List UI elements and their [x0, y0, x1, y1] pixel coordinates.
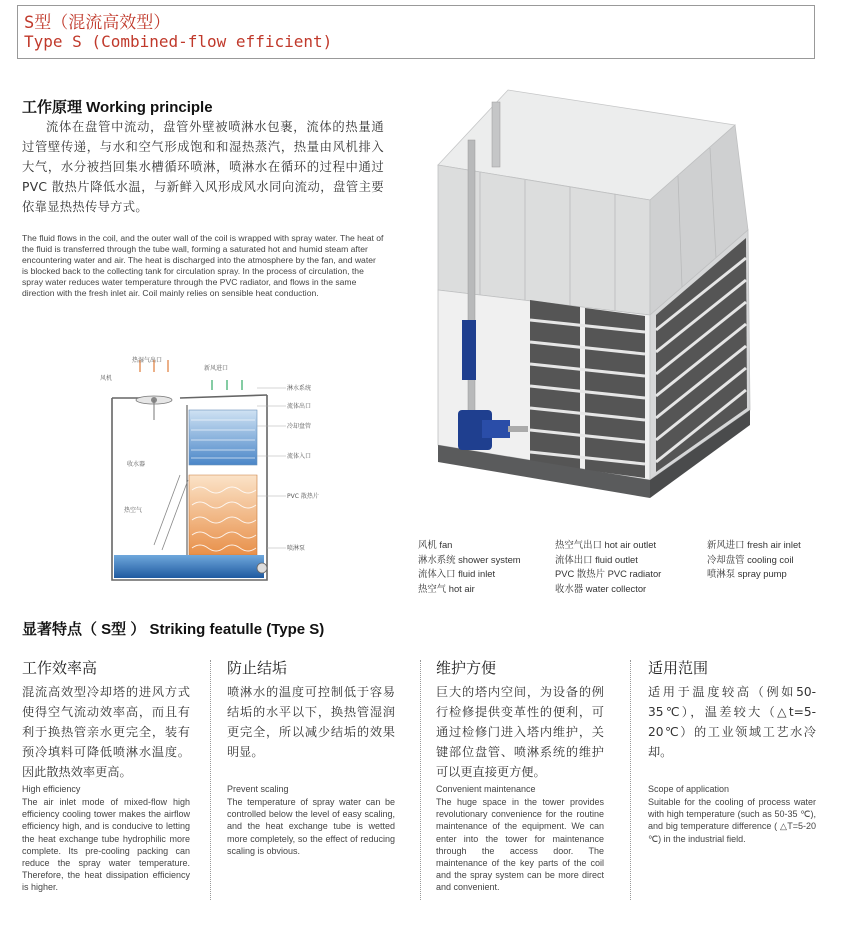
legend-item: 冷却盘管 cooling coil	[707, 553, 794, 565]
feature-text-en: The huge space in the tower provides revolutionary convenience for the routine maintenance of the equipment. We can enter into the tower for maintenance through the access door. The maintenance of the key parts of the coil and the spray system can be more direct and convenient.	[436, 797, 604, 893]
feature-text-en: Suitable for the cooling of process water with high temperature (such as 50-35 ℃), and big temperature difference ( △T=5-20 ℃) in the industrial field.	[648, 797, 816, 844]
diagram-label-fresh-air-inlet: 新风进口	[204, 365, 229, 372]
feature-text-cn: 喷淋水的温度可控制低于容易结垢的水平以下，换热管湿润更完全，所以减少结垢的效果明显。	[227, 685, 395, 759]
diagram-label-fan: 风机	[100, 375, 113, 382]
cooling-tower-schematic	[92, 350, 342, 590]
fan-icon	[136, 396, 172, 420]
feature-text-en: The air inlet mode of mixed-flow high efficiency cooling tower makes the airflow efficiency high, and is conducive to letting the heat exchange tube hydrophilic more complete. Its pre-cooling packing can reduce the spray water temperature. Therefore, the heat dissipation efficiency is higher.	[22, 797, 190, 893]
feature-text-cn: 巨大的塔内空间，为设备的例行检修提供变革性的便利，可通过检修门进入塔内维护，关键部位盘管、喷淋系统的维护可以更直接更方便。	[436, 685, 604, 779]
legend-item: PVC 散热片 PVC radiator	[555, 568, 662, 579]
feature-text-cn: 适用于温度较高（例如50-35℃），温差较大（△t=5-20℃）的工业领域工艺水冷却。	[648, 685, 816, 759]
diagram-label-water-collector: 收水器	[127, 461, 146, 468]
diagram-label-cooling-coil: 冷却盘管	[287, 423, 312, 430]
feature-title-scaling: 防止结垢	[227, 659, 288, 677]
column-divider	[630, 660, 631, 900]
legend-item: 喷淋泵 spray pump	[707, 568, 787, 579]
feature-title-en: Convenient maintenance	[436, 784, 536, 794]
legend-item: 流体出口 fluid outlet	[555, 553, 638, 565]
diagram-label-hot-air-outlet: 热湿气出口	[132, 357, 163, 364]
feature-text-en: The temperature of spray water can be controlled below the level of easy scaling, and the heat exchange tube is wetted more completely, so the effect of reducing scaling is obvious.	[227, 797, 395, 856]
spray-pump-icon	[257, 563, 267, 573]
legend-item: 热空气 hot air	[418, 582, 475, 594]
feature-title-en: Scope of application	[648, 784, 730, 794]
page-title-en: Type S (Combined-flow efficient)	[24, 32, 333, 51]
legend-item: 热空气出口 hot air outlet	[555, 539, 657, 550]
column-divider	[210, 660, 211, 900]
feature-title-en: Prevent scaling	[227, 784, 289, 794]
legend-item: 淋水系统 shower system	[418, 553, 521, 565]
page-title-cn: S型（混流高效型）	[24, 13, 171, 33]
diagram-label-fluid-inlet: 流体入口	[287, 453, 312, 460]
legend-item: 收水器 water collector	[555, 582, 647, 594]
diagram-label-pvc-radiator: PVC 散热片	[287, 493, 319, 500]
feature-text-cn: 混流高效型冷却塔的进风方式使得空气流动效率高，而且有利于换热管亲水更完全，装有预冷填料可降低喷淋水温度。因此散热效率更高。	[22, 685, 190, 779]
feature-title-efficiency: 工作效率高	[22, 659, 98, 677]
working-principle-heading: 工作原理 Working principle	[22, 99, 213, 116]
cooling-tower-product-image	[420, 80, 770, 510]
working-principle-text-en: The fluid flows in the coil, and the outer wall of the coil is wrapped with spray water. The heat of the fluid is transferred through the tube wall, forming a saturated hot and humid steam after encountering water and air. The heat is discharged into the atmosphere by the fan, and water is blocked back to the collecting tank for circulation spray. In the process of circulation, the spray water reduces water temperature through the PVC radiator, and flows in the same direction with the fresh inlet air. Coil mainly relies on sensible heat conduction.	[22, 233, 384, 299]
column-divider	[420, 660, 421, 900]
diagram-label-spray-pump: 喷淋泵	[287, 545, 306, 552]
feature-title-en: High efficiency	[22, 784, 81, 794]
feature-title-scope: 适用范围	[648, 659, 709, 677]
working-principle-text-cn: 流体在盘管中流动，盘管外壁被喷淋水包裹，流体的热量通过管壁传递，与水和空气形成饱和和湿热蒸汽，热量由风机排入大气，水分被挡回集水槽循环喷淋，喷淋水在循环的过程中通过PVC 散热片降低水温，与新鲜入风形成风水同向流动，盘管主要依靠显热热传导方式。	[22, 120, 384, 214]
diagram-label-fluid-outlet: 流体出口	[287, 403, 312, 410]
features-heading: 显著特点（ S型 ） Striking featulle (Type S)	[22, 621, 325, 638]
legend-item: 新风进口 fresh air inlet	[707, 539, 801, 550]
feature-title-maintenance: 维护方便	[436, 659, 497, 677]
legend-item: 流体入口 fluid inlet	[418, 568, 496, 579]
diagram-label-shower-system: 淋水系统	[287, 385, 312, 392]
legend-item: 风机 fan	[418, 539, 453, 550]
diagram-label-hot-air: 热空气	[124, 507, 143, 514]
